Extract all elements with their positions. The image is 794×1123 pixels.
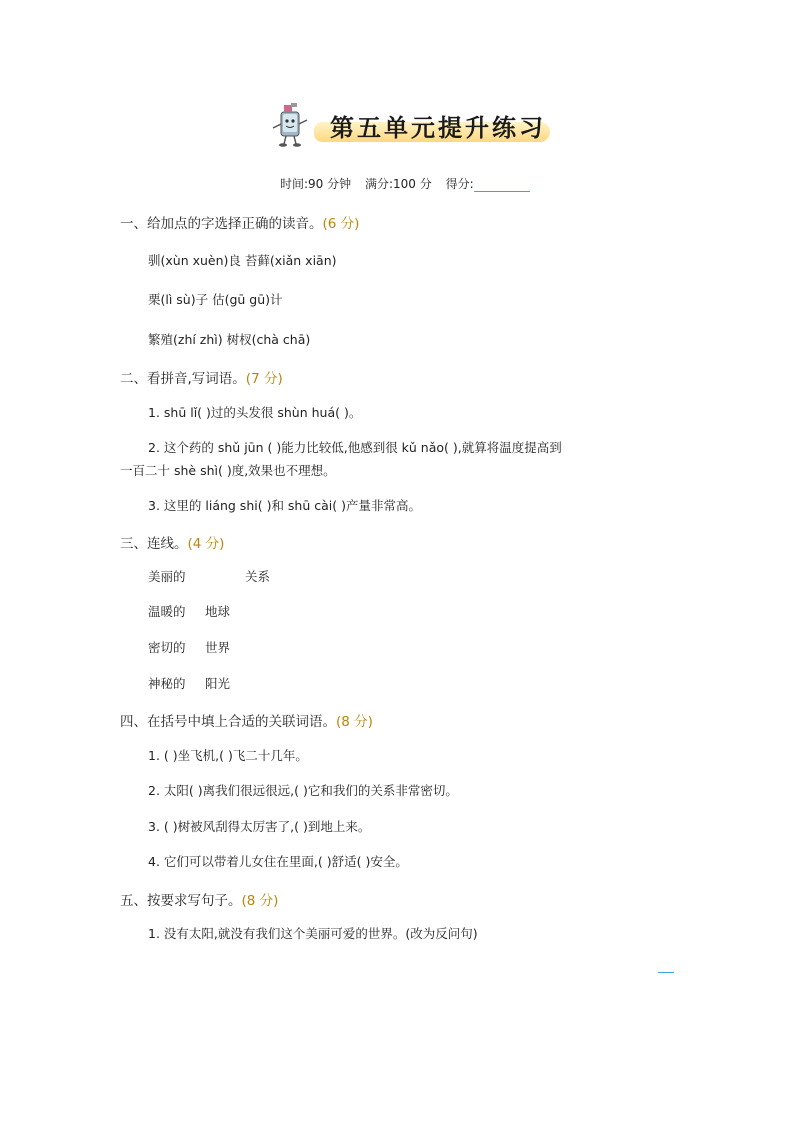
section-5-points: (8 分) bbox=[241, 893, 279, 909]
match-left-4[interactable]: 神秘的 bbox=[148, 676, 186, 691]
section-2-heading bbox=[120, 367, 283, 387]
section-1-points: (6 分) bbox=[322, 216, 360, 232]
match-right-3[interactable]: 世界 bbox=[205, 640, 231, 655]
section-2-title: 二、看拼音,写词语。 bbox=[120, 371, 246, 387]
page-title: 第五单元提升练习 bbox=[330, 113, 546, 142]
s4-question-1: 1. ( )坐飞机,( )飞二十几年。 bbox=[148, 748, 308, 763]
s1-row-1: 驯(xùn xuèn)良 苔藓(xiǎn xiān) bbox=[148, 253, 337, 268]
match-left-3[interactable]: 密切的 bbox=[148, 640, 186, 655]
s2-question-1: 1. shū lǐ( )过的头发很 shùn huá( )。 bbox=[148, 405, 362, 420]
s2-question-2a: 2. 这个药的 shǔ jūn ( )能力比较低,他感到很 kǔ nǎo( ),就算将温度提高到 bbox=[148, 440, 562, 455]
full-score-label: 满分:100 分 bbox=[364, 177, 432, 191]
s2-question-3: 3. 这里的 liáng shi( )和 shū cài( )产量非常高。 bbox=[148, 498, 421, 513]
s4-question-4: 4. 它们可以带着儿女住在里面,( )舒适( )安全。 bbox=[148, 854, 408, 869]
section-3-points: (4 分) bbox=[187, 536, 225, 552]
book-mascot-icon bbox=[268, 102, 312, 150]
time-label: 时间:90 分钟 bbox=[280, 177, 352, 191]
section-1-heading bbox=[120, 212, 359, 232]
title-block bbox=[268, 102, 558, 150]
match-right-2[interactable]: 地球 bbox=[205, 604, 231, 619]
section-4-title: 四、在括号中填上合适的关联词语。 bbox=[120, 714, 336, 730]
score-blank[interactable] bbox=[474, 178, 530, 192]
section-4-points: (8 分) bbox=[336, 714, 373, 730]
s4-question-2: 2. 太阳( )离我们很远很远,( )它和我们的关系非常密切。 bbox=[148, 783, 458, 798]
section-3-title: 三、连线。 bbox=[120, 536, 188, 552]
answer-line[interactable] bbox=[658, 972, 674, 973]
section-5-title: 五、按要求写句子。 bbox=[120, 893, 242, 909]
section-5-heading bbox=[120, 889, 278, 909]
s4-question-3: 3. ( )树被风刮得太厉害了,( )到地上来。 bbox=[148, 819, 371, 834]
section-2-points: (7 分) bbox=[245, 371, 283, 387]
match-right-1[interactable]: 关系 bbox=[245, 569, 271, 584]
match-right-4[interactable]: 阳光 bbox=[205, 676, 231, 691]
section-4-heading bbox=[120, 710, 373, 730]
s2-question-2b: 一百二十 shè shì( )度,效果也不理想。 bbox=[120, 463, 336, 478]
section-3-heading bbox=[120, 532, 224, 552]
s5-question-1: 1. 没有太阳,就没有我们这个美丽可爱的世界。(改为反问句) bbox=[148, 926, 478, 941]
score-label: 得分: bbox=[445, 177, 474, 191]
exam-meta bbox=[280, 175, 540, 192]
match-left-2[interactable]: 温暖的 bbox=[148, 604, 186, 619]
s1-row-3: 繁殖(zhí zhì) 树杈(chà chā) bbox=[148, 332, 311, 347]
section-1-title: 一、给加点的字选择正确的读音。 bbox=[120, 216, 323, 232]
match-left-1[interactable]: 美丽的 bbox=[148, 569, 186, 584]
s1-row-2: 栗(lì sù)子 估(gū gū)计 bbox=[148, 292, 283, 307]
